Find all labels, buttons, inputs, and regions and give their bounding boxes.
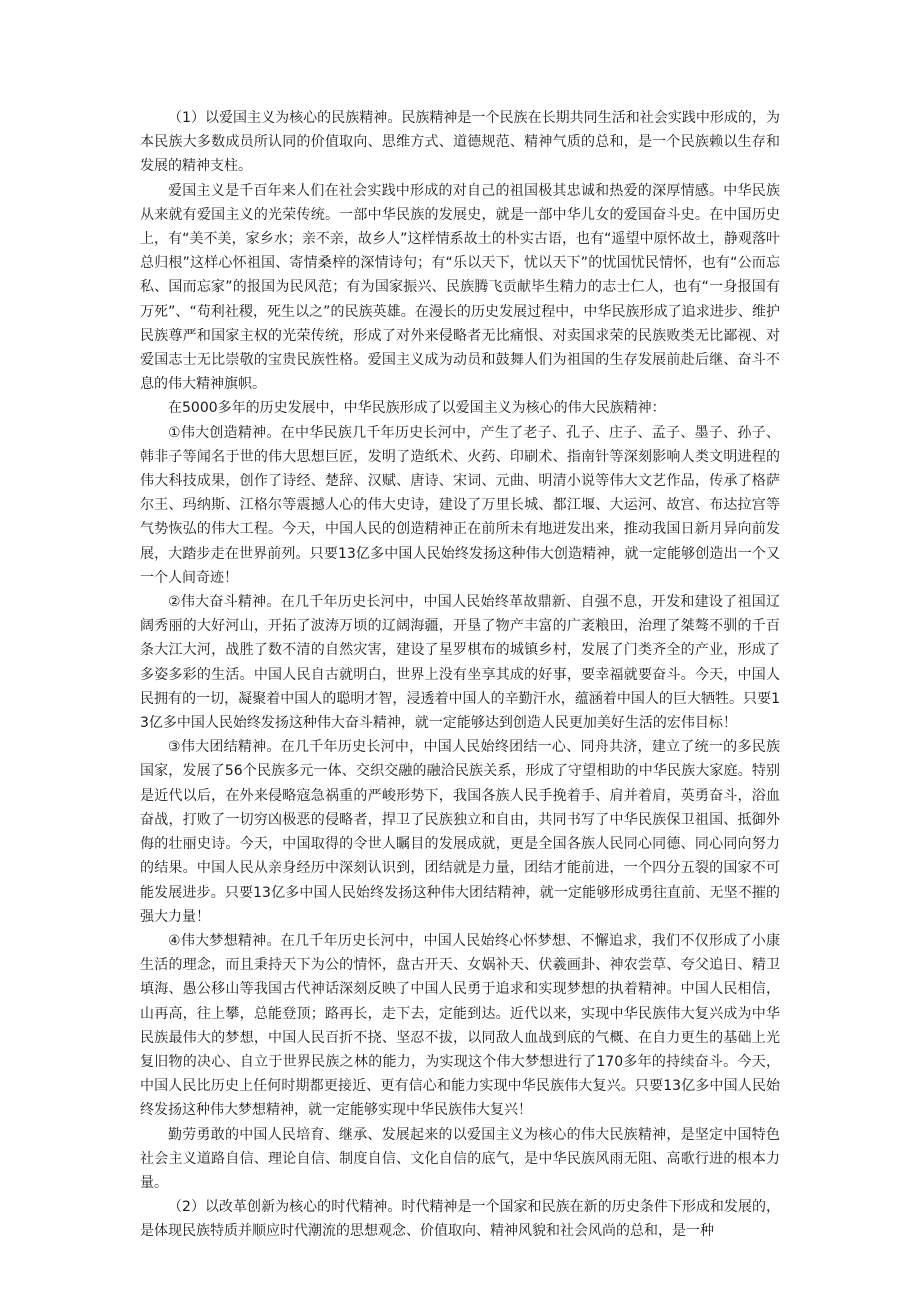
document-page [140, 106, 780, 1244]
paragraph-patriotism: 爱国主义是千百年来人们在社会实践中形成的对自己的祖国极其忠诚和热爱的深厚情感。中华民族从来就有爱国主义的光荣传统。一部中华民族的发展史，就是一部中华儿女的爱国奋斗史。在中国历史上，有“美不美，家乡水；亲不亲，故乡人”这样情系故土的朴实古语，也有“遥望中原怀故土，静观落叶总归根”这样心怀祖国、寄情桑梓的深情诗句；有“乐以天下，忧以天下”的忧国忧民情怀，也有“公而忘私、国而忘家”的报国为民风范；有为国家振兴、民族腾飞贡献毕生精力的志士仁人，也有“一身报国有万死”、“苟利社稷，死生以之”的民族英雄。在漫长的历史发展过程中，中华民族形成了追求进步、维护民族尊严和国家主权的光荣传统，形成了对外来侵略者无比痛恨、对卖国求荣的民族败类无比鄙视、对爱国志士无比崇敬的宝贵民族性格。爱国主义成为动员和鼓舞人们为祖国的生存发展前赴后继、奋斗不息的伟大精神旗帜。 [140, 182, 780, 393]
paragraph-creative-spirit: ①伟大创造精神。在中华民族几千年历史长河中，产生了老子、孔子、庄子、孟子、墨子、孙子、韩非子等闻名于世的伟大思想巨匠，发明了造纸术、火药、印刷术、指南针等深刻影响人类文明进程的伟大科技成果，创作了诗经、楚辞、汉赋、唐诗、宋词、元曲、明清小说等伟大文艺作品，传承了格萨尔王、玛纳斯、江格尔等震撼人心的伟大史诗，建设了万里长城、都江堰、大运河、故宫、布达拉宫等气势恢弘的伟大工程。今天，中国人民的创造精神正在前所未有地迸发出来，推动我国日新月异向前发展，大踏步走在世界前列。只要13亿多中国人民始终发扬这种伟大创造精神，就一定能够创造出一个又一个人间奇迹！ [140, 424, 780, 586]
paragraph-dream-spirit: ④伟大梦想精神。在几千年历史长河中，中国人民始终心怀梦想、不懈追求，我们不仅形成了小康生活的理念，而且秉持天下为公的情怀，盘古开天、女娲补天、伏羲画卦、神农尝草、夸父追日、精卫填海、愚公移山等我国古代神话深刻反映了中国人民勇于追求和实现梦想的执着精神。中国人民相信，山再高，往上攀，总能登顶；路再长，走下去，定能到达。近代以来，实现中华民族伟大复兴成为中华民族最伟大的梦想，中国人民百折不挠、坚忍不拔，以同敌人血战到底的气概、在自力更生的基础上光复旧物的决心、自立于世界民族之林的能力，为实现这个伟大梦想进行了170多年的持续奋斗。今天，中国人民比历史上任何时期都更接近、更有信心和能力实现中华民族伟大复兴。只要13亿多中国人民始终发扬这种伟大梦想精神，就一定能够实现中华民族伟大复兴！ [140, 932, 780, 1119]
paragraph-unity-spirit: ③伟大团结精神。在几千年历史长河中，中国人民始终团结一心、同舟共济，建立了统一的多民族国家，发展了56个民族多元一体、交织交融的融洽民族关系，形成了守望相助的中华民族大家庭。特别是近代以后，在外来侵略寇急祸重的严峻形势下，我国各族人民手挽着手、肩并着肩，英勇奋斗，浴血奋战，打败了一切穷凶极恶的侵略者，捍卫了民族独立和自由，共同书写了中华民族保卫祖国、抵御外侮的壮丽史诗。今天，中国取得的令世人瞩目的发展成就，更是全国各族人民同心同德、同心同向努力的结果。中国人民从亲身经历中深刻认识到，团结就是力量，团结才能前进，一个四分五裂的国家不可能发展进步。只要13亿多中国人民始终发扬这种伟大团结精神，就一定能够形成勇往直前、无坚不摧的强大力量！ [140, 739, 780, 925]
paragraph-national-spirit-intro: （1）以爱国主义为核心的民族精神。民族精神是一个民族在长期共同生活和社会实践中形成的，为本民族大多数成员所认同的价值取向、思维方式、道德规范、精神气质的总和，是一个民族赖以生存和发展的精神支柱。 [140, 110, 780, 175]
paragraph-striving-spirit: ②伟大奋斗精神。在几千年历史长河中，中国人民始终革故鼎新、自强不息，开发和建设了祖国辽阔秀丽的大好河山，开拓了波涛万顷的辽阔海疆，开垦了物产丰富的广袤粮田，治理了桀骜不驯的千百条大江大河，战胜了数不清的自然灾害，建设了星罗棋布的城镇乡村，发展了门类齐全的产业，形成了多姿多彩的生活。中国人民自古就明白，世界上没有坐享其成的好事，要幸福就要奋斗。今天，中国人民拥有的一切，凝聚着中国人的聪明才智，浸透着中国人的辛勤汗水，蕴涵着中国人的巨大牺牲。只要13亿多中国人民始终发扬这种伟大奋斗精神，就一定能够达到创造人民更加美好生活的宏伟目标！ [140, 594, 780, 732]
paragraph-conclusion: 勤劳勇敢的中国人民培育、继承、发展起来的以爱国主义为核心的伟大民族精神，是坚定中国特色社会主义道路自信、理论自信、制度自信、文化自信的底气，是中华民族风雨无阻、高歌行进的根本力量。 [140, 1126, 780, 1191]
paragraph-era-spirit-intro: （2）以改革创新为核心的时代精神。时代精神是一个国家和民族在新的历史条件下形成和发展的，是体现民族特质并顺应时代潮流的思想观念、价值取向、精神风貌和社会风尚的总和，是一种 [140, 1199, 780, 1240]
paragraph-great-national-spirit: 在5000多年的历史发展中，中华民族形成了以爱国主义为核心的伟大民族精神： [168, 400, 666, 417]
